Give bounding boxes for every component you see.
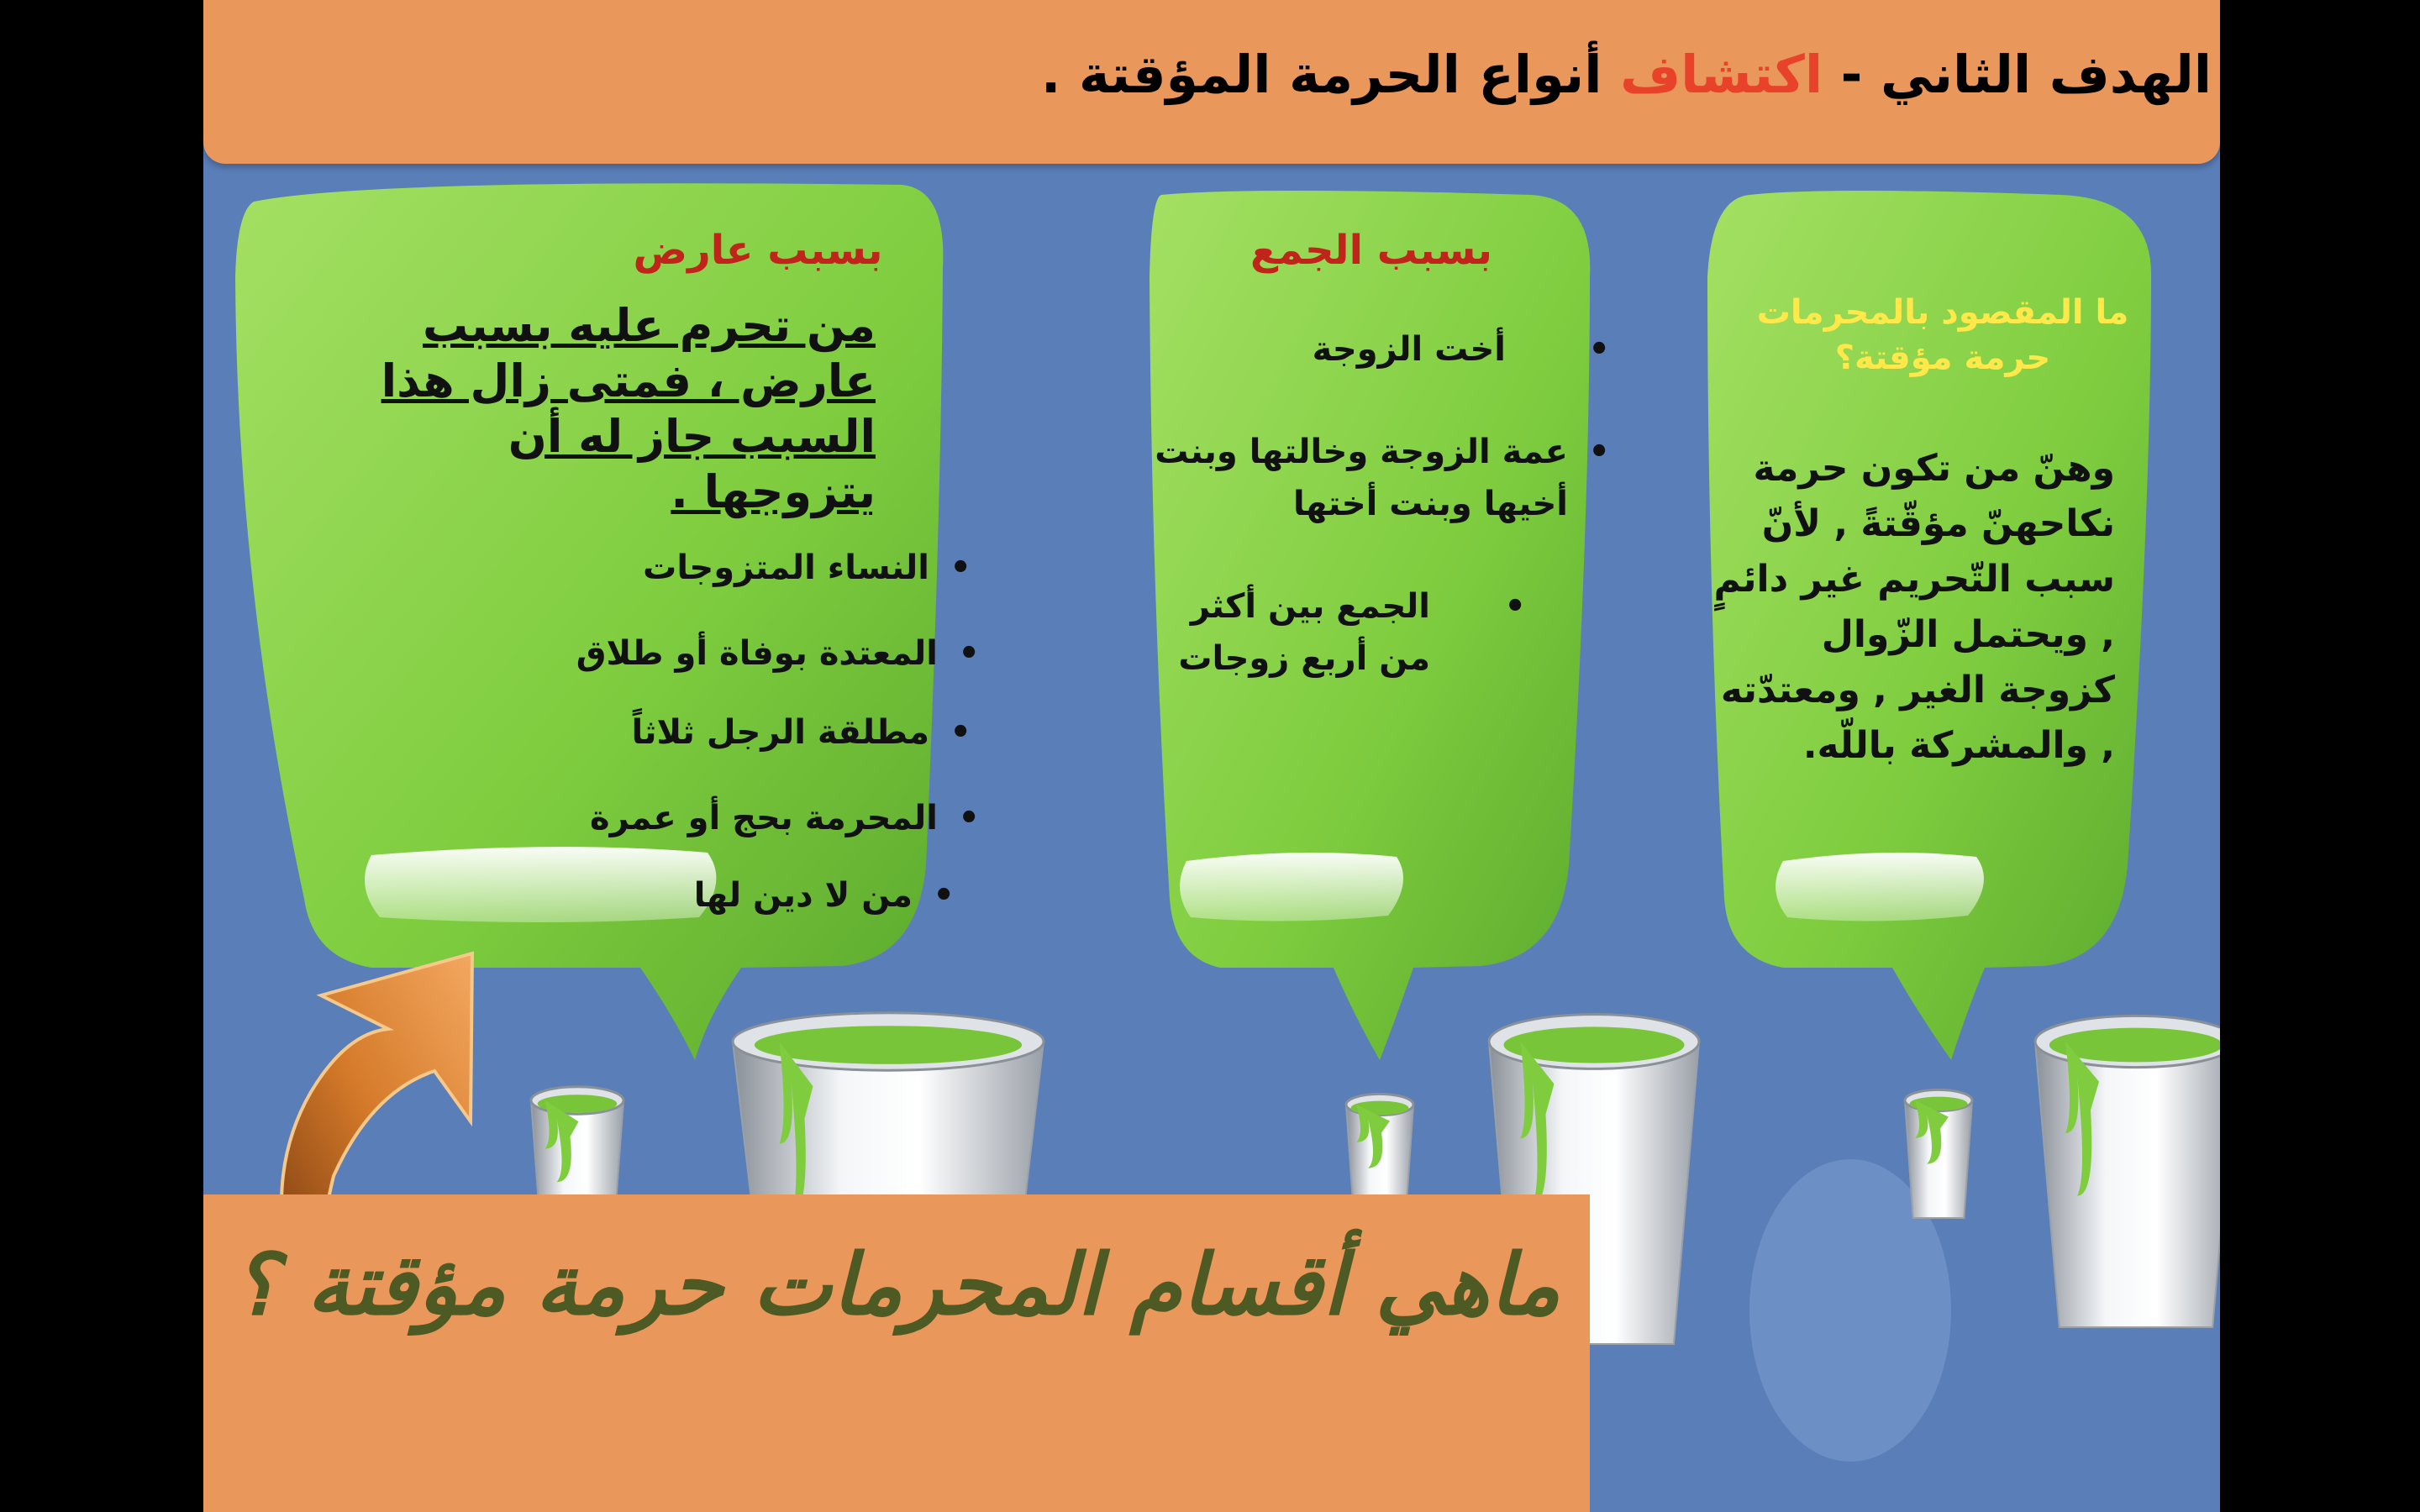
slide	[203, 0, 2220, 1512]
question-text: ماهي أقسام المحرمات حرمة مؤقتة ؟	[233, 1235, 1560, 1334]
paint-bucket-icon	[2035, 1016, 2220, 1327]
page-title: الهدف الثاني - اكتشاف أنواع الحرمة المؤقتة .	[1040, 44, 2212, 105]
left-bubble-definition: من تحرم عليه بسبب عارض ، فمتى زال هذا السبب جاز له أن يتزوجها .	[381, 299, 876, 518]
list-item: • المعتدة بوفاة أو طلاق	[455, 627, 985, 680]
list-item: • من لا دين لها	[455, 869, 960, 921]
list-item: • عمة الزوجة وخالتها وبنت أخيها وبنت أختها	[1128, 426, 1615, 530]
title-accent: اكتشاف	[1620, 44, 1823, 105]
list-item: • أخت الزوجة	[1128, 323, 1615, 375]
list-item: • المحرمة بحج أو عمرة	[455, 792, 985, 844]
right-bubble-body: وهنّ من تكون حرمة نكاحهنّ مؤقّتةً , لأنّ سبب التّحريم غير دائمٍ , ويحتمل الزّوال كزوجة الغير , ومعتدّته , والمشركة باللّه.	[1713, 447, 2115, 767]
right-bubble-title: ما المقصود بالمحرمات حرمة مؤقتة؟	[1756, 293, 2129, 377]
list-item: • مطلقة الرجل ثلاثاً	[455, 706, 976, 759]
list-item: • النساء المتزوجات	[455, 542, 976, 594]
header-bar	[203, 0, 2220, 164]
left-bubble-title: بسبب عارض	[633, 227, 883, 274]
left-bubble-list	[455, 542, 938, 921]
middle-bubble-title: بسبب الجمع	[1249, 227, 1493, 274]
paint-bucket-icon	[1905, 1089, 1972, 1218]
middle-bubble-list	[1128, 323, 1615, 685]
list-item: • الجمع بين أكثر من أربع زوجات	[1144, 580, 1531, 685]
